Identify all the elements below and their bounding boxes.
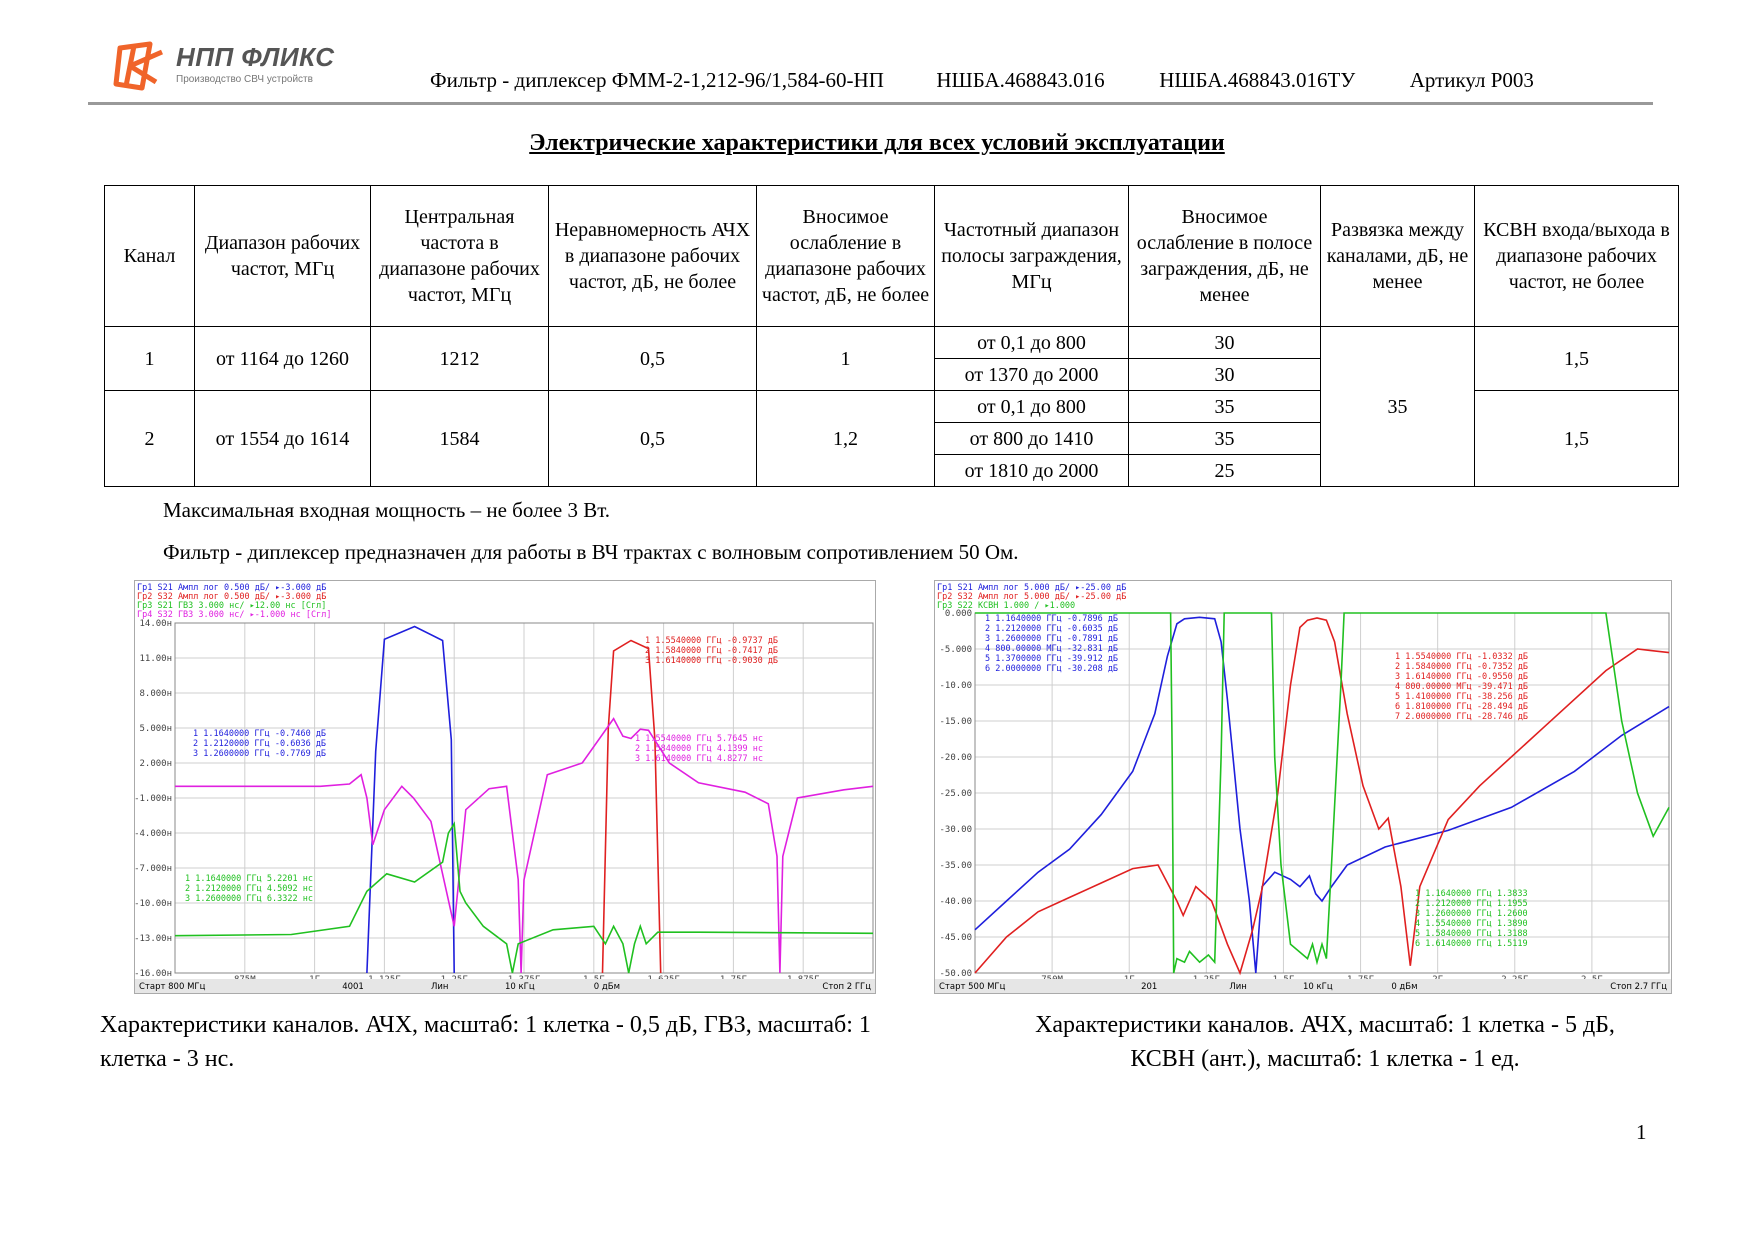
caption-right-line1: Характеристики каналов. АЧХ, масштаб: 1 клетка - 5 дБ, (1035, 1012, 1615, 1038)
marker-readout: 1 1.1640000 ГГц -0.7896 дБ (985, 614, 1119, 624)
footer-stop: Стоп 2.7 ГГц (1610, 982, 1667, 992)
chart-right-svg (935, 581, 1671, 993)
footer-ifbw: 10 кГц (1303, 982, 1333, 992)
y-tick-label: 8.000н (139, 689, 172, 699)
vswr-cell: 1,5 (1475, 327, 1679, 391)
channel-cell: 2 (105, 391, 195, 487)
header-cell: Развязка между каналами, дБ, не менее (1321, 186, 1475, 327)
series-line (367, 627, 454, 974)
stopband-cell: от 0,1 до 800 (935, 391, 1129, 423)
series-line (603, 641, 661, 974)
trace-header-line: Гр4 S32 ГВЗ 3.000 нс/ ▸-1.000 нс [Сгл] (137, 610, 332, 620)
y-tick-label: -16.00н (135, 969, 172, 979)
purpose-note: Фильтр - диплексер предназначен для работы в ВЧ трактах с волновым сопротивлением 50 Ом. (163, 540, 1019, 564)
chart-right (934, 580, 1672, 994)
y-tick-label: 11.00н (139, 654, 172, 664)
y-tick-label: 14.00н (139, 619, 172, 629)
header-cell: Канал (105, 186, 195, 327)
center-cell: 1212 (371, 327, 549, 391)
trace-header-line: Гр3 S22 КСВН 1.000 / ▸1.000 (937, 601, 1076, 611)
document-header (430, 68, 1534, 93)
center-cell: 1584 (371, 391, 549, 487)
atten-cell: 35 (1129, 423, 1321, 455)
marker-readout: 2 1.5840000 ГГц -0.7352 дБ (1395, 662, 1529, 672)
marker-readout: 5 1.3700000 ГГц -39.912 дБ (985, 654, 1119, 664)
header-cell: Вносимое ослабление в полосе заграждения, дБ, не менее (1129, 186, 1321, 327)
y-tick-label: 2.000н (139, 759, 172, 769)
marker-readout: 6 1.6140000 ГГц 1.5119 (1415, 939, 1528, 949)
ripple-cell: 0,5 (549, 391, 757, 487)
marker-readout: 1 1.5540000 ГГц -1.0332 дБ (1395, 652, 1529, 662)
footer-power: 0 дБм (1391, 982, 1418, 992)
marker-readout: 5 1.4100000 ГГц -38.256 дБ (1395, 692, 1529, 702)
y-tick-label: -10.00 (939, 681, 972, 691)
marker-readout: 7 2.0000000 ГГц -28.746 дБ (1395, 712, 1529, 722)
marker-readout: 3 1.6140000 ГГц -0.9550 дБ (1395, 672, 1529, 682)
product-name: Фильтр - диплексер ФММ-2-1,212-96/1,584-60-НП (430, 68, 884, 92)
doc-code: НШБА.468843.016 (936, 68, 1105, 92)
marker-readout: 2 1.2120000 ГГц -0.6036 дБ (193, 739, 327, 749)
caption-left: Характеристики каналов. АЧХ, масштаб: 1 клетка - 0,5 дБ, ГВЗ, масштаб: 1 клетка - 3 нс. (100, 1012, 871, 1072)
logo-tagline: Производство СВЧ устройств (176, 74, 313, 85)
footer-scale: Лин (431, 982, 449, 992)
marker-readout: 3 1.2600000 ГГц 6.3322 нс (185, 894, 313, 904)
y-tick-label: -13.00н (135, 934, 172, 944)
marker-readout: 3 1.2600000 ГГц -0.7891 дБ (985, 634, 1119, 644)
company-logo (112, 38, 342, 94)
y-tick-label: -10.00н (135, 899, 172, 909)
logo-mark-icon (112, 38, 168, 94)
stopband-cell: от 1370 до 2000 (935, 359, 1129, 391)
marker-readout: 2 1.5840000 ГГц -0.7417 дБ (645, 646, 779, 656)
trace-header-line: Гр2 S32 Ампл лог 0.500 дБ/ ▸-3.000 дБ (137, 592, 327, 602)
atten-cell: 30 (1129, 359, 1321, 391)
marker-readout: 3 1.6140000 ГГц 4.8277 нс (635, 754, 763, 764)
range-cell: от 1164 до 1260 (195, 327, 371, 391)
marker-readout: 2 1.2120000 ГГц 4.5092 нс (185, 884, 313, 894)
ripple-cell: 0,5 (549, 327, 757, 391)
marker-readout: 3 1.2600000 ГГц -0.7769 дБ (193, 749, 327, 759)
header-divider (88, 102, 1653, 105)
marker-readout: 4 800.00000 МГц -32.831 дБ (985, 644, 1119, 654)
y-tick-label: -20.00 (939, 753, 972, 763)
y-tick-label: -1.000н (135, 794, 172, 804)
footer-start: Старт 500 МГц (939, 982, 1006, 992)
y-tick-label: -25.00 (939, 789, 972, 799)
article-number: Артикул Р003 (1409, 68, 1534, 92)
trace-header-line: Гр2 S32 Ампл лог 5.000 дБ/ ▸-25.00 дБ (937, 592, 1127, 602)
y-tick-label: -5.000 (939, 645, 972, 655)
header-cell: Неравномерность АЧХ в диапазоне рабочих частот, дБ, не более (549, 186, 757, 327)
stopband-cell: от 0,1 до 800 (935, 327, 1129, 359)
page-number: 1 (1636, 1120, 1647, 1144)
power-note: Максимальная входная мощность – не более 3 Вт. (163, 498, 611, 522)
marker-readout: 2 1.2120000 ГГц -0.6035 дБ (985, 624, 1119, 634)
footer-ifbw: 10 кГц (505, 982, 535, 992)
marker-readout: 6 1.8100000 ГГц -28.494 дБ (1395, 702, 1529, 712)
y-tick-label: -7.000н (135, 864, 172, 874)
trace-header-line: Гр1 S21 Ампл лог 0.500 дБ/ ▸-3.000 дБ (137, 583, 327, 593)
logo-name: НПП ФЛИКС (176, 42, 335, 72)
trace-header-line: Гр1 S21 Ампл лог 5.000 дБ/ ▸-25.00 дБ (937, 583, 1127, 593)
chart-left-svg (135, 581, 875, 993)
table-row (105, 327, 1679, 359)
vswr-cell: 1,5 (1475, 391, 1679, 487)
y-tick-label: -40.00 (939, 897, 972, 907)
atten-cell: 35 (1129, 391, 1321, 423)
marker-readout: 6 2.0000000 ГГц -30.208 дБ (985, 664, 1119, 674)
footer-stop: Стоп 2 ГГц (822, 982, 871, 992)
trace-header-line: Гр3 S21 ГВЗ 3.000 нс/ ▸12.00 нс [Сгл] (137, 601, 327, 611)
range-cell: от 1554 до 1614 (195, 391, 371, 487)
channel-cell: 1 (105, 327, 195, 391)
footer-points: 201 (1141, 982, 1158, 992)
y-tick-label: -50.00 (939, 969, 972, 979)
header-cell: Вносимое ослабление в диапазоне рабочих частот, дБ, не более (757, 186, 935, 327)
y-tick-label: -35.00 (939, 861, 972, 871)
marker-readout: 1 1.5540000 ГГц 5.7645 нс (635, 734, 763, 744)
y-tick-label: 5.000н (139, 724, 172, 734)
stopband-cell: от 800 до 1410 (935, 423, 1129, 455)
marker-readout: 1 1.1640000 ГГц 1.3833 (1415, 889, 1528, 899)
chart-left (134, 580, 876, 994)
header-cell: Центральная частота в диапазоне рабочих частот, МГц (371, 186, 549, 327)
header-cell: Диапазон рабочих частот, МГц (195, 186, 371, 327)
loss-cell: 1 (757, 327, 935, 391)
caption-right (960, 1008, 1690, 1076)
spec-table (104, 185, 1679, 487)
footer-start: Старт 800 МГц (139, 982, 206, 992)
marker-readout: 5 1.5840000 ГГц 1.3188 (1415, 929, 1528, 939)
spec-code: НШБА.468843.016ТУ (1159, 68, 1356, 92)
header-cell: КСВН входа/выхода в диапазоне рабочих частот, не более (1475, 186, 1679, 327)
y-tick-label: -30.00 (939, 825, 972, 835)
page-title: Электрические характеристики для всех условий эксплуатации (529, 130, 1225, 156)
y-tick-label: 0.000 (944, 609, 972, 619)
marker-readout: 3 1.6140000 ГГц -0.9030 дБ (645, 656, 779, 666)
footer-scale: Лин (1229, 982, 1247, 992)
footer-power: 0 дБм (593, 982, 621, 992)
isolation-cell: 35 (1321, 327, 1475, 487)
header-cell: Частотный диапазон полосы заграждения, МГц (935, 186, 1129, 327)
atten-cell: 30 (1129, 327, 1321, 359)
marker-readout: 2 1.5840000 ГГц 4.1399 нс (635, 744, 763, 754)
loss-cell: 1,2 (757, 391, 935, 487)
y-tick-label: -15.00 (939, 717, 972, 727)
y-tick-label: -4.000н (135, 829, 172, 839)
atten-cell: 25 (1129, 455, 1321, 487)
marker-readout: 1 1.1640000 ГГц 5.2201 нс (185, 874, 313, 884)
stopband-cell: от 1810 до 2000 (935, 455, 1129, 487)
y-tick-label: -45.00 (939, 933, 972, 943)
marker-readout: 4 800.00000 МГц -39.471 дБ (1395, 682, 1529, 692)
table-header-row (105, 186, 1679, 327)
caption-right-line2: КСВН (ант.), масштаб: 1 клетка - 1 ед. (1130, 1046, 1520, 1072)
marker-readout: 3 1.2600000 ГГц 1.2600 (1415, 909, 1528, 919)
marker-readout: 1 1.1640000 ГГц -0.7460 дБ (193, 729, 327, 739)
marker-readout: 1 1.5540000 ГГц -0.9737 дБ (645, 636, 779, 646)
footer-points: 4001 (342, 982, 364, 992)
marker-readout: 4 1.5540000 ГГц 1.3890 (1415, 919, 1528, 929)
marker-readout: 2 1.2120000 ГГц 1.1955 (1415, 899, 1528, 909)
